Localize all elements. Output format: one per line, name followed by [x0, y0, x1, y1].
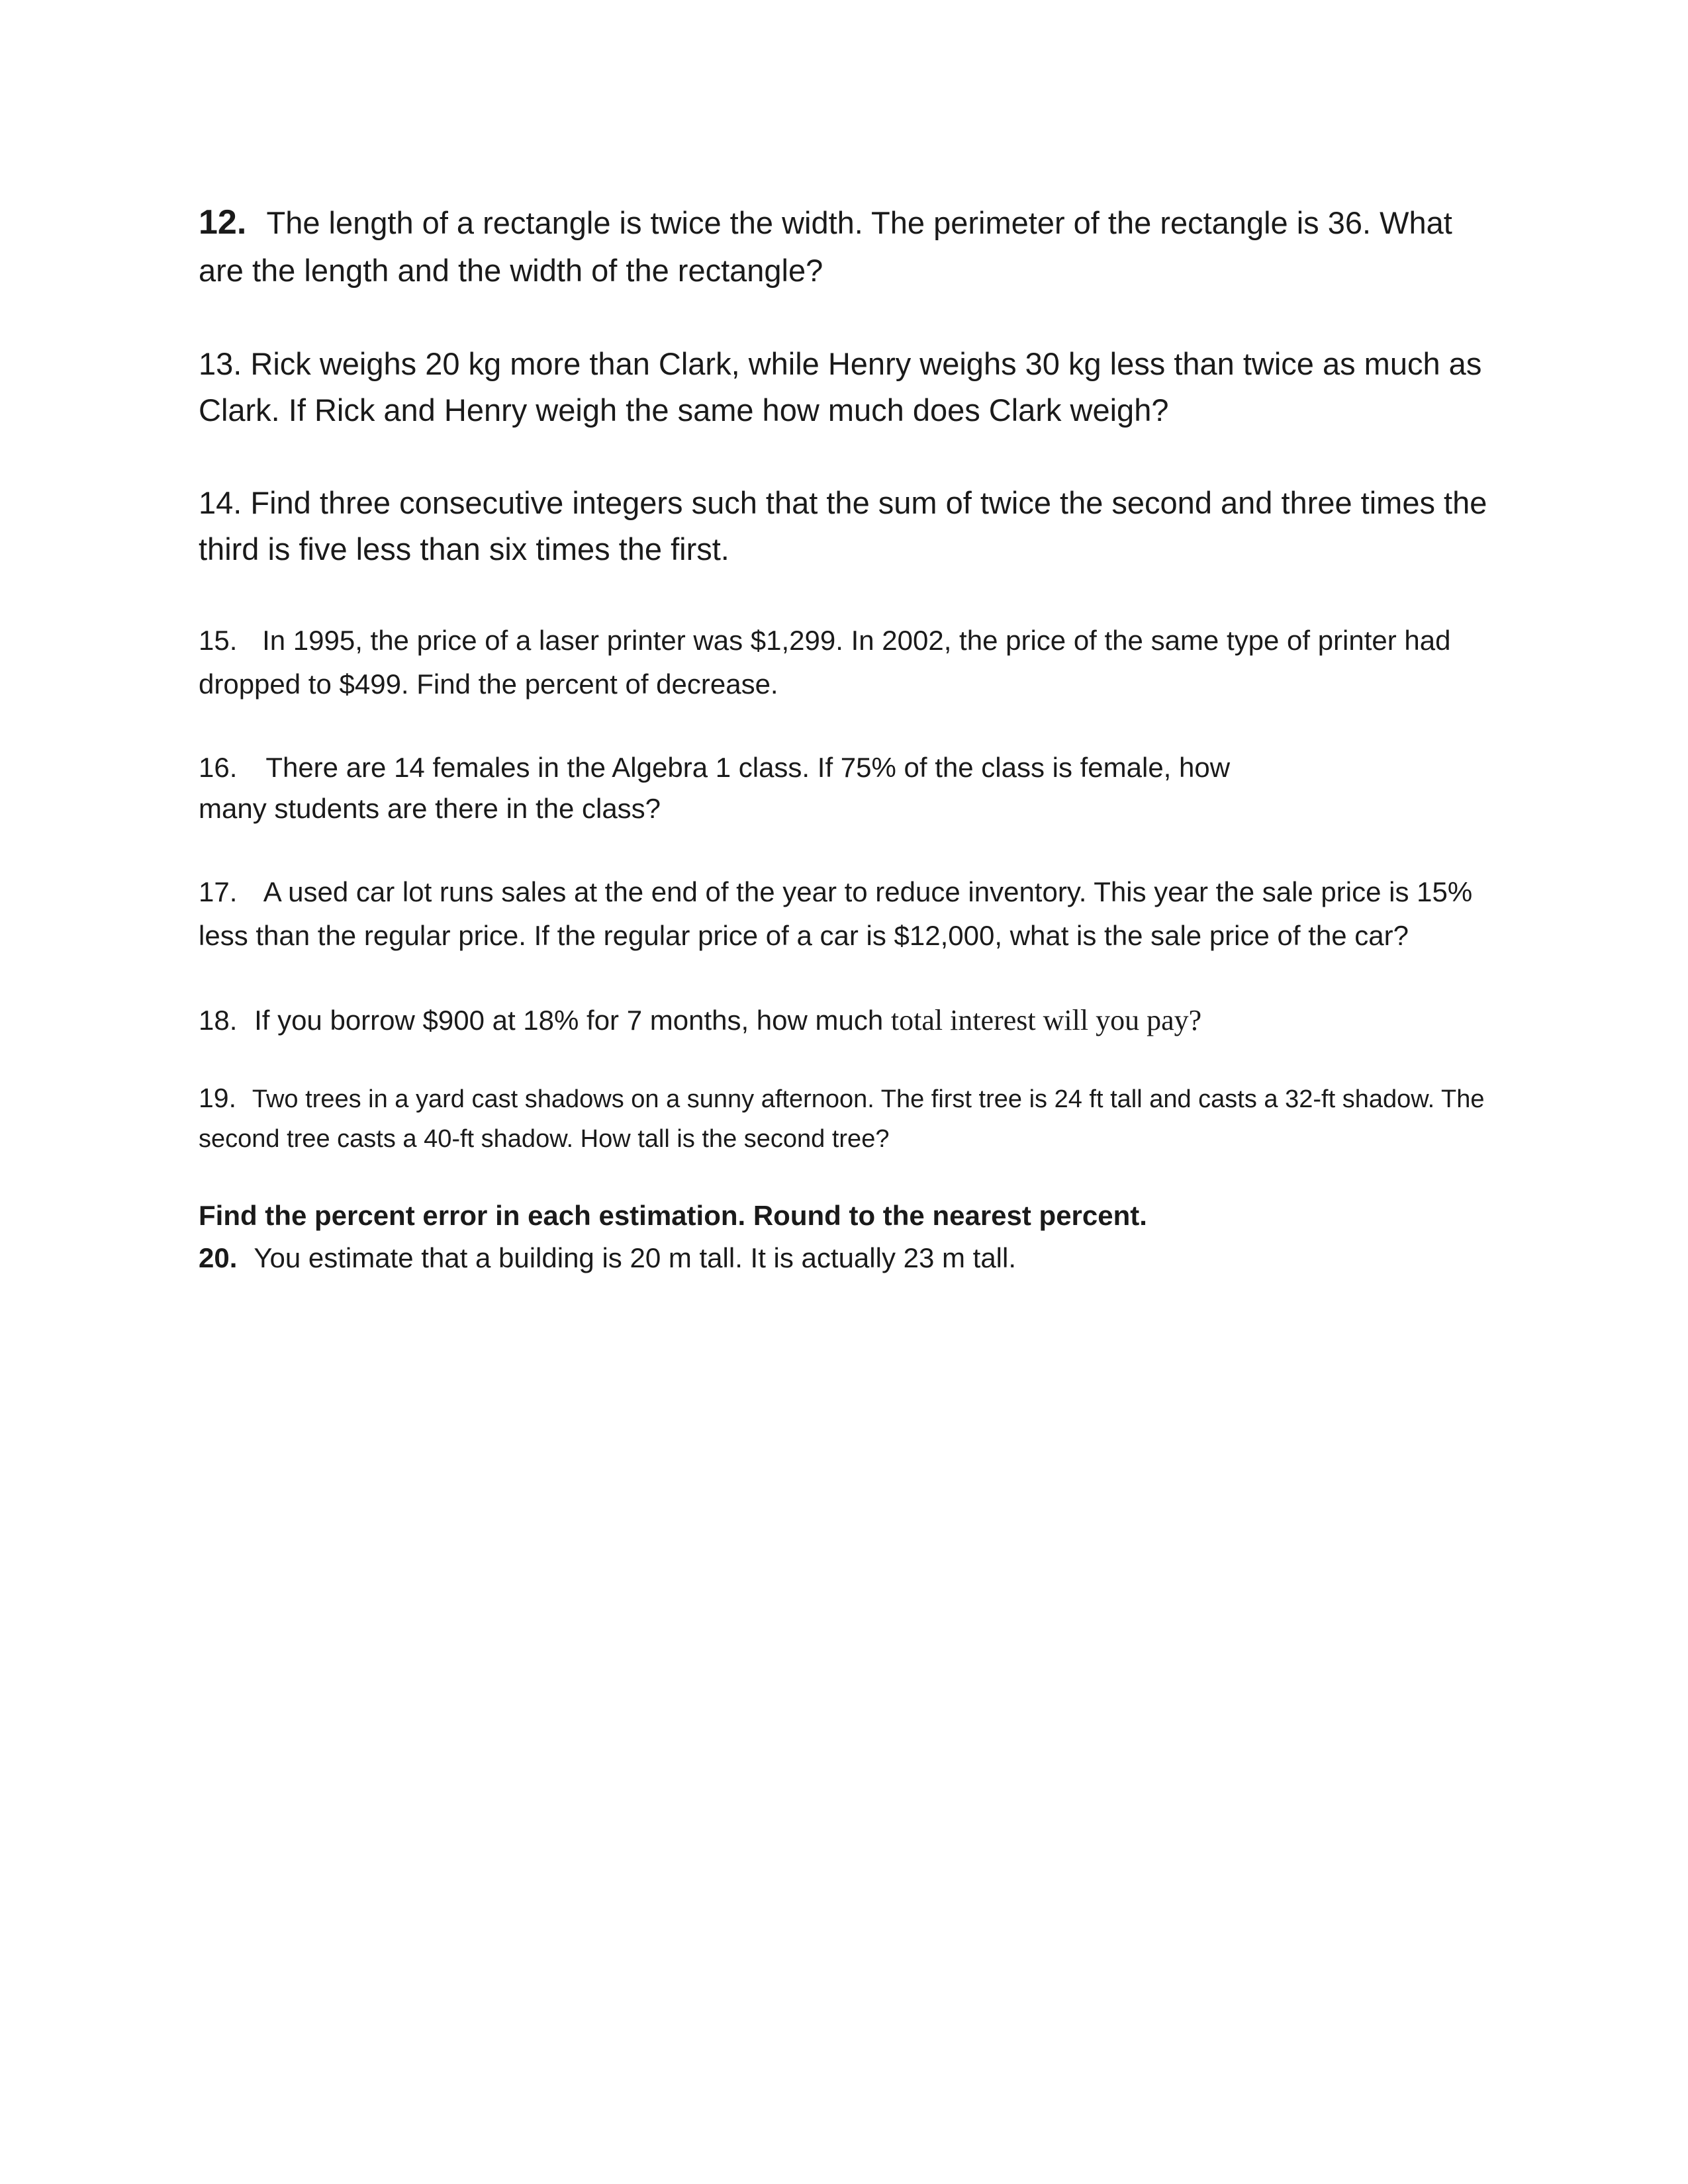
problem-15-number: 15.	[199, 625, 238, 656]
problem-19-text: Two trees in a yard cast shadows on a sunny afternoon. The first tree is 24 ft tall and casts a 32-ft shadow. The second tree casts a 40-ft shadow. How tall is the second tree?	[199, 1085, 1485, 1153]
problem-17-number: 17.	[199, 876, 238, 907]
problem-16-text-line-2: many students are there in the class?	[199, 793, 661, 824]
problem-12-text: The length of a rectangle is twice the width. The perimeter of the rectangle is 36. What are the length and the width of the rectangle?	[199, 205, 1452, 288]
problem-18	[199, 999, 1496, 1042]
problem-16-text-line-1: There are 14 females in the Algebra 1 class. If 75% of the class is female, how	[265, 752, 1231, 783]
problem-15-text: In 1995, the price of a laser printer was $1,299. In 2002, the price of the same type of printer had dropped to $499. Find the percent of decrease.	[199, 625, 1451, 700]
problem-20-number: 20.	[199, 1242, 238, 1273]
problem-14-text: 14. Find three consecutive integers such that the sum of twice the second and three times the third is five less than six times the first.	[199, 485, 1487, 567]
problem-17	[199, 870, 1496, 958]
problem-20-text: You estimate that a building is 20 m tall. It is actually 23 m tall.	[254, 1242, 1017, 1273]
section-instructions: Find the percent error in each estimation. Round to the nearest percent.	[199, 1200, 1147, 1231]
problem-18-text-tail: total interest will you pay?	[890, 1004, 1202, 1036]
problem-15	[199, 619, 1496, 706]
problem-17-text: A used car lot runs sales at the end of the year to reduce inventory. This year the sale price is 15% less than the regular price. If the regular price of a car is $12,000, what is the sale price of the car?	[199, 876, 1473, 951]
problem-12	[199, 199, 1496, 295]
problem-18-number: 18.	[199, 1005, 238, 1036]
problem-13	[199, 341, 1496, 433]
problem-18-text: If you borrow $900 at 18% for 7 months, how much	[254, 1005, 884, 1036]
problem-20	[199, 1237, 1496, 1279]
problem-16-line-1	[199, 747, 1496, 788]
problem-13-text: 13. Rick weighs 20 kg more than Clark, while Henry weighs 30 kg less than twice as much as Clark. If Rick and Henry weigh the same how much does Clark weigh?	[199, 346, 1482, 428]
problem-list	[199, 199, 1496, 1279]
problem-19	[199, 1078, 1496, 1159]
problem-19-number: 19.	[199, 1083, 236, 1113]
problem-16	[199, 747, 1496, 829]
problem-14	[199, 480, 1496, 572]
problem-16-number: 16.	[199, 752, 238, 783]
problem-12-number: 12.	[199, 203, 247, 242]
